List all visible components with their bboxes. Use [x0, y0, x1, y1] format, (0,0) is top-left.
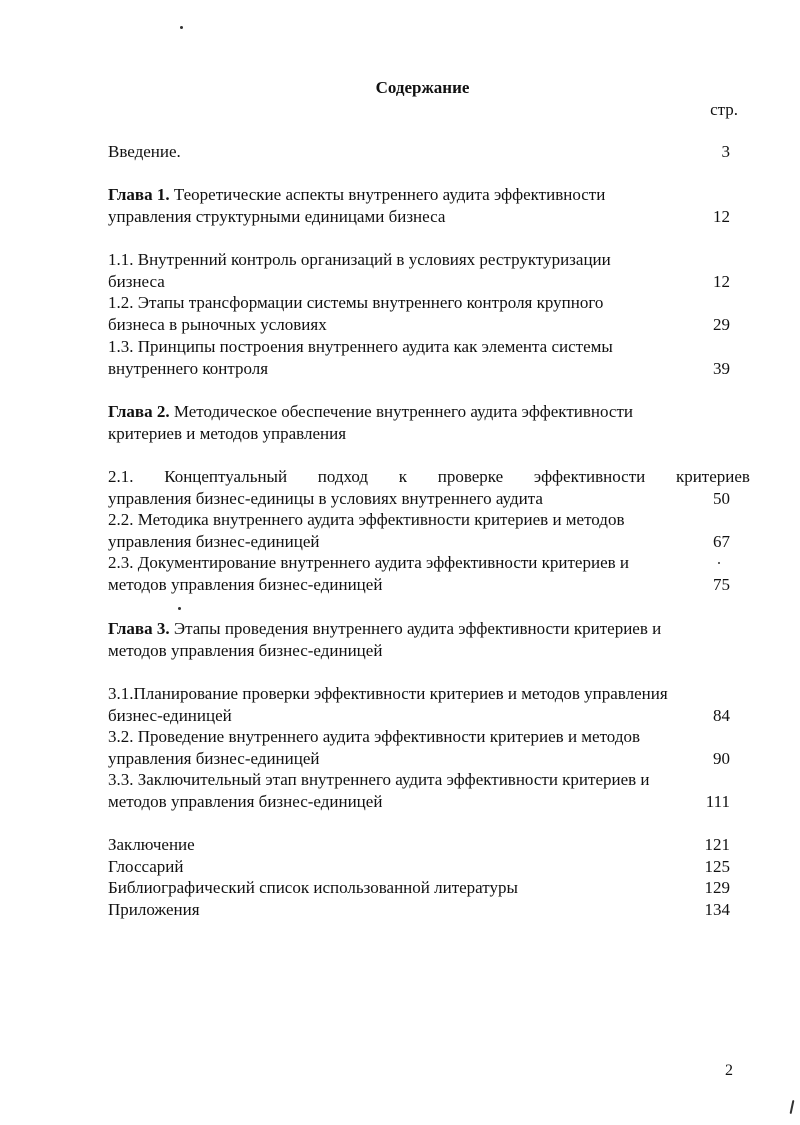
- section-1-3-line1: 1.3. Принципы построения внутреннего аудита как элемента системы: [108, 337, 613, 356]
- section-1-2-line2: бизнеса в рыночных условиях: [108, 315, 327, 334]
- section-1-1-page: 12: [713, 272, 730, 291]
- section-3-2-line1: 3.2. Проведение внутреннего аудита эффективности критериев и методов: [108, 727, 640, 746]
- toc-glossary-page: 125: [704, 857, 730, 876]
- chapter1-heading: [108, 184, 605, 206]
- page-number: 2: [725, 1062, 733, 1079]
- page-title: Содержание: [375, 78, 470, 97]
- section-2-1-page: 50: [713, 489, 730, 508]
- toc-appendices-page: 134: [704, 900, 730, 919]
- chapter2-title-line1: Методическое обеспечение внутреннего аудита эффективности: [169, 402, 633, 421]
- page-column-label: стр.: [710, 100, 738, 119]
- section-2-1-word: Концептуальный: [164, 467, 288, 486]
- section-3-1-line2: бизнес-единицей: [108, 706, 232, 725]
- toc-conclusion: Заключение: [108, 835, 195, 854]
- toc-conclusion-page: 121: [704, 835, 730, 854]
- toc-glossary: Глоссарий: [108, 857, 184, 876]
- section-1-1-line1: 1.1. Внутренний контроль организаций в условиях реструктуризации: [108, 250, 611, 269]
- section-3-3-line2: методов управления бизнес-единицей: [108, 792, 383, 811]
- chapter3-title-line1: Этапы проведения внутреннего аудита эффективности критериев и: [169, 619, 662, 638]
- section-2-3-line2: методов управления бизнес-единицей: [108, 575, 383, 594]
- section-2-1-line1: [108, 466, 750, 488]
- chapter3-label: Глава 3.: [108, 619, 170, 638]
- scan-speck: [790, 1100, 795, 1114]
- scan-speck: [718, 562, 720, 564]
- section-1-2-page: 29: [713, 315, 730, 334]
- chapter3-heading: [108, 618, 661, 640]
- chapter1-label: Глава 1.: [108, 185, 170, 204]
- section-2-1-word: 2.1.: [108, 467, 134, 486]
- section-1-1-line2: бизнеса: [108, 272, 165, 291]
- chapter2-title-line2: критериев и методов управления: [108, 424, 347, 443]
- scan-speck: [180, 26, 183, 29]
- section-2-1-word: проверке: [437, 467, 504, 486]
- chapter1-page: 12: [713, 207, 730, 226]
- section-3-3-line1: 3.3. Заключительный этап внутреннего аудита эффективности критериев и: [108, 770, 650, 789]
- chapter1-title-line1: Теоретические аспекты внутреннего аудита эффективности: [169, 185, 606, 204]
- chapter1-title-line2: управления структурными единицами бизнеса: [108, 207, 446, 226]
- chapter2-label: Глава 2.: [108, 402, 170, 421]
- section-2-3-line1: 2.3. Документирование внутреннего аудита эффективности критериев и: [108, 553, 629, 572]
- section-3-3-page: 111: [705, 792, 730, 811]
- section-3-2-page: 90: [713, 749, 730, 768]
- section-2-1-word: подход: [317, 467, 369, 486]
- section-1-2-line1: 1.2. Этапы трансформации системы внутреннего контроля крупного: [108, 293, 604, 312]
- section-2-2-line2: управления бизнес-единицей: [108, 532, 320, 551]
- section-3-1-line1: 3.1.Планирование проверки эффективности критериев и методов управления: [108, 684, 668, 703]
- toc-appendices: Приложения: [108, 900, 200, 919]
- section-1-3-line2: внутреннего контроля: [108, 359, 269, 378]
- section-3-2-line2: управления бизнес-единицей: [108, 749, 320, 768]
- section-3-1-page: 84: [713, 706, 730, 725]
- scan-speck: [178, 607, 181, 610]
- toc-bibliography-page: 129: [704, 878, 730, 897]
- section-2-3-page: 75: [713, 575, 730, 594]
- toc-bibliography: Библиографический список использованной литературы: [108, 878, 518, 897]
- toc-intro: Введение.: [108, 142, 181, 161]
- section-2-1-word: критериев: [675, 467, 750, 486]
- section-2-2-page: 67: [713, 532, 730, 551]
- section-2-1-word: эффективности: [533, 467, 646, 486]
- toc-intro-page: 3: [721, 142, 730, 161]
- section-1-3-page: 39: [713, 359, 730, 378]
- section-2-2-line1: 2.2. Методика внутреннего аудита эффективности критериев и методов: [108, 510, 625, 529]
- section-2-1-word: к: [398, 467, 408, 486]
- chapter3-title-line2: методов управления бизнес-единицей: [108, 641, 383, 660]
- section-2-1-line2: управления бизнес-единицы в условиях внутреннего аудита: [108, 489, 543, 508]
- chapter2-heading: [108, 401, 633, 423]
